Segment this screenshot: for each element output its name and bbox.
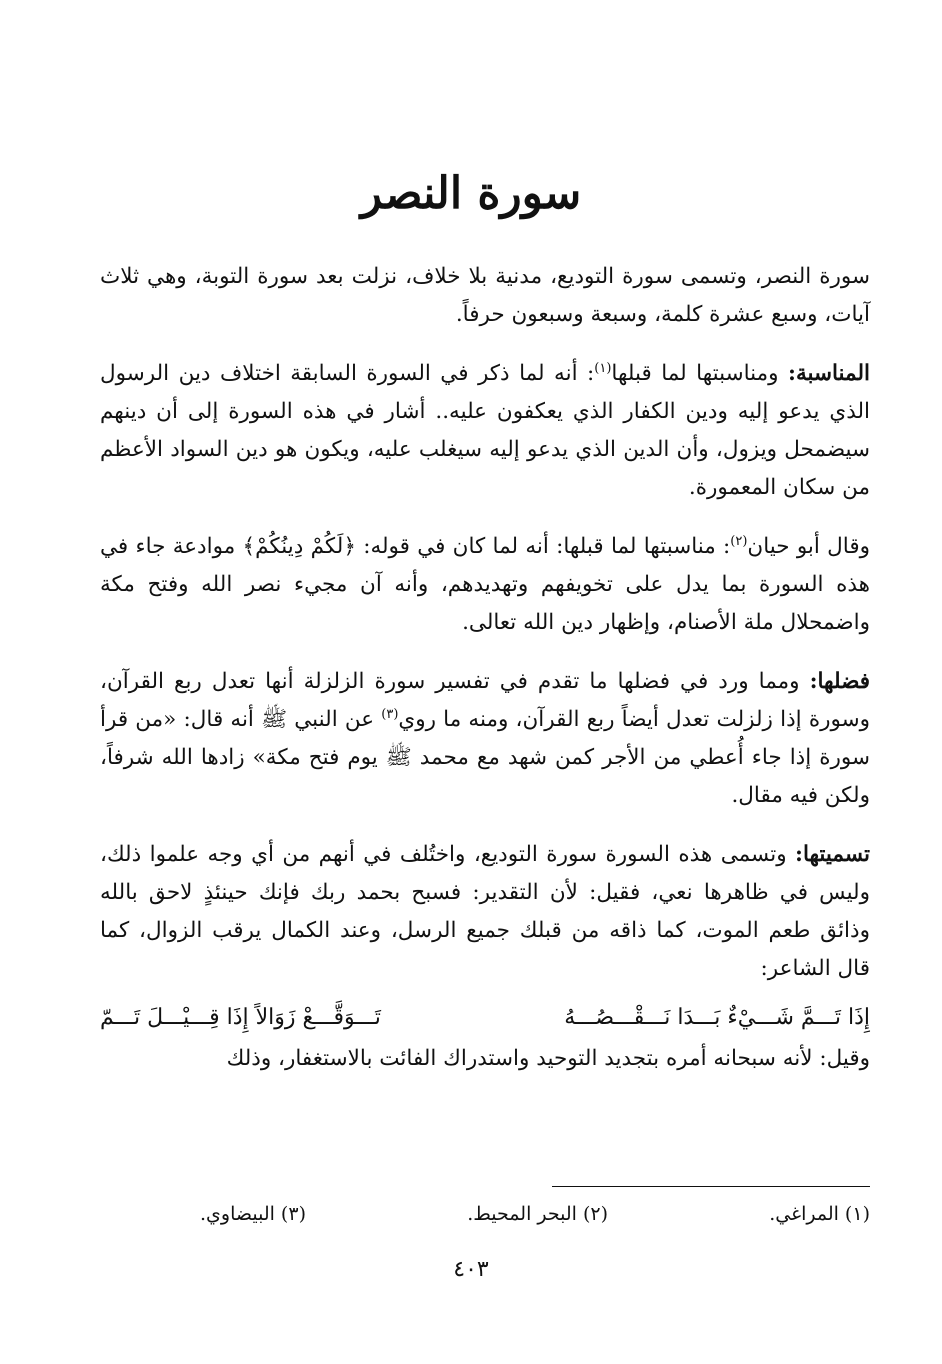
footnote-3: (٣) البيضاوي. [200, 1203, 306, 1225]
tasmiya-paragraph [100, 836, 870, 988]
footnotes [200, 1203, 870, 1225]
abu-hayyan-text-before: وقال أبو حيان [747, 534, 870, 559]
tasmiya-text: وتسمى هذه السورة سورة التوديع، واختُلف في أنهم من أي وجه علموا ذلك، وليس في ظاهرها نعي، فقيل: لأن التقدير: فسبح بحمد ربك فإنك حينئذٍ لاحق بالله وذائق طعم الموت، كما ذاقه من قبلك جميع الرسل، وعند الكمال يرقب الزوال، كما قال الشاعر: [100, 842, 870, 981]
body-text [100, 258, 870, 1078]
page-number: ٤٠٣ [453, 1257, 489, 1282]
munasaba-text-before: ومناسبتها لما قبلها [611, 361, 789, 386]
intro-text: سورة النصر، وتسمى سورة التوديع، مدنية بلا خلاف، نزلت بعد سورة التوبة، وهي ثلاث آيات، وسبع عشرة كلمة، وسبعة وسبعون حرفاً. [100, 264, 870, 327]
munasaba-paragraph [100, 355, 870, 507]
munasaba-text-after: : أنه لما ذكر في السورة السابقة اختلاف دين الرسول الذي يدعو إليه ودين الكفار الذي يعكفون عليه.. أشار في هذه السورة إلى أن دينهم سيضمحل ويزول، وأن الدين الذي يدعو إليه سيغلب عليه، ويكون هو دين السواد الأعظم من سكان المعمورة. [100, 361, 870, 500]
closing-line-text: وقيل: لأنه سبحانه أمره بتجديد التوحيد واستدراك الفائت بالاستغفار، وذلك [226, 1046, 870, 1071]
verse-second-hemistich: تَـــوَقَّـــعْ زَوَالاً إِذَا قِـــيْـــلَ تَـــمّ [100, 1005, 381, 1030]
intro-paragraph [100, 258, 870, 334]
munasaba-label: المناسبة: [788, 361, 870, 386]
footnote-1: (١) المراغي. [769, 1203, 870, 1225]
fadl-label: فضلها: [809, 669, 870, 694]
fadl-text-after: عن النبي ﷺ أنه قال: «من قرأ سورة إذا جاء أُعطي من الأجر كمن شهد مع محمد ﷺ يوم فتح مكة» زادها الله شرفاً، ولكن فيه مقال. [100, 707, 870, 808]
poetry-verse [100, 996, 870, 1040]
surah-title: سورة النصر [360, 168, 582, 219]
fadl-text-before: ومما ورد في فضلها ما تقدم في تفسير سورة الزلزلة أنها تعدل ربع القرآن، وسورة إذا زلزلت تعدل أيضاً ربع القرآن، ومنه ما روي [100, 669, 870, 732]
verse-first-hemistich: إِذَا تَـــمَّ شَـــيْءٌ بَـــدَا نَـــقْـــصُـــهُ [564, 1005, 870, 1030]
footnote-marker-3: (٣) [381, 706, 399, 722]
footnote-2: (٢) البحر المحيط. [467, 1203, 609, 1225]
footnote-separator [552, 1186, 870, 1187]
abu-hayyan-text-after: : مناسبتها لما قبلها: أنه لما كان في قوله: ﴿لَكُمْ دِينُكُمْ﴾ موادعة جاء في هذه السورة بما يدل على تخويفهم وتهديدهم، وأنه آن مجيء نصر الله وفتح مكة واضمحلال ملة الأصنام، وإظهار دين الله تعالى. [100, 534, 870, 635]
fadl-paragraph [100, 663, 870, 815]
tasmiya-label: تسميتها: [795, 842, 870, 867]
closing-line [100, 1040, 870, 1078]
abu-hayyan-paragraph [100, 528, 870, 642]
footnote-marker-1: (١) [594, 360, 612, 376]
footnote-marker-2: (٢) [730, 533, 748, 549]
